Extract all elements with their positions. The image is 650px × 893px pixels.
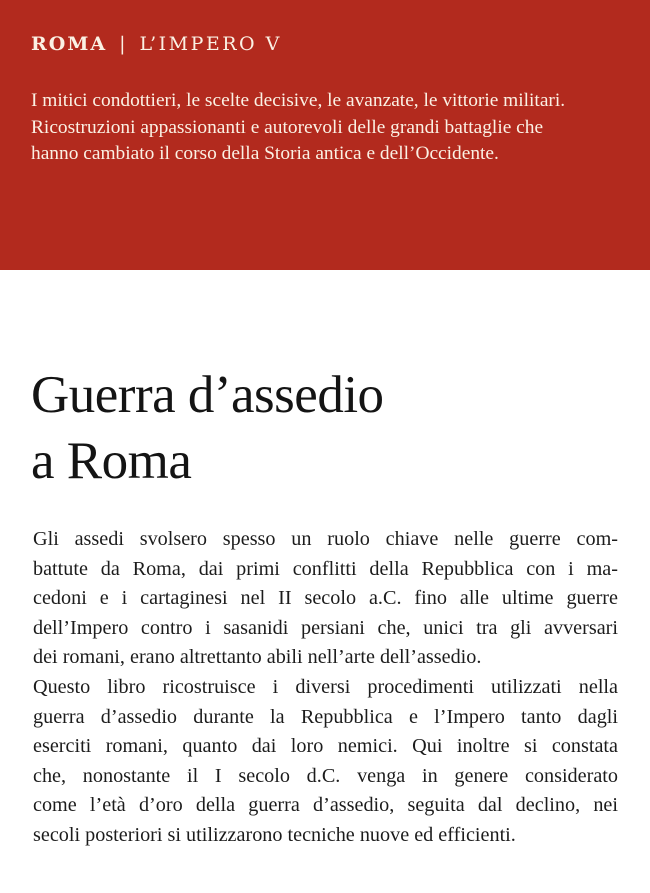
description-line: dei romani, erano altrettanto abili nell’arte dell’assedio. <box>33 646 482 669</box>
tagline-line: I mitici condottieri, le scelte decisive, le avanzate, le vittorie militari. <box>31 90 566 111</box>
series-heading <box>31 32 282 56</box>
description-line: cedoni e i cartaginesi nel II secolo a.C. fino alle ultime guerre <box>33 587 618 610</box>
description-line: secoli posteriori si utilizzarono tecniche nuove ed efficienti. <box>33 823 516 846</box>
description-line: che, nonostante il I secolo d.C. venga in genere considerato <box>33 764 618 787</box>
description-line: come l’età d’oro della guerra d’assedio, seguita dal declino, nei <box>33 794 618 817</box>
book-title-line: Guerra d’assedio <box>31 366 384 424</box>
tagline-line: hanno cambiato il corso della Storia antica e dell’Occidente. <box>31 143 499 164</box>
subseries-name: L’IMPERO V <box>139 33 282 55</box>
book-title-line: a Roma <box>31 432 192 490</box>
description-line: dell’Impero contro i sasanidi persiani che, unici tra gli avversari <box>33 616 618 639</box>
series-separator: | <box>119 33 128 55</box>
description-line: guerra d’assedio durante la Repubblica e l’Impero tanto dagli <box>33 705 618 728</box>
description-line: Gli assedi svolsero spesso un ruolo chiave nelle guerre com- <box>33 528 618 550</box>
header-band <box>0 0 650 270</box>
tagline-line: Ricostruzioni appassionanti e autorevoli delle grandi battaglie che <box>31 116 544 138</box>
description-line: battute da Roma, dai primi conflitti della Repubblica con i ma- <box>33 557 618 580</box>
book-title <box>31 362 384 494</box>
description-line: Questo libro ricostruisce i diversi procedimenti utilizzati nella <box>33 675 618 698</box>
series-name: ROMA <box>31 33 108 55</box>
book-description <box>33 525 618 851</box>
description-line: eserciti romani, quanto dai loro nemici. Qui inoltre si constata <box>33 735 618 758</box>
series-tagline <box>31 88 621 168</box>
